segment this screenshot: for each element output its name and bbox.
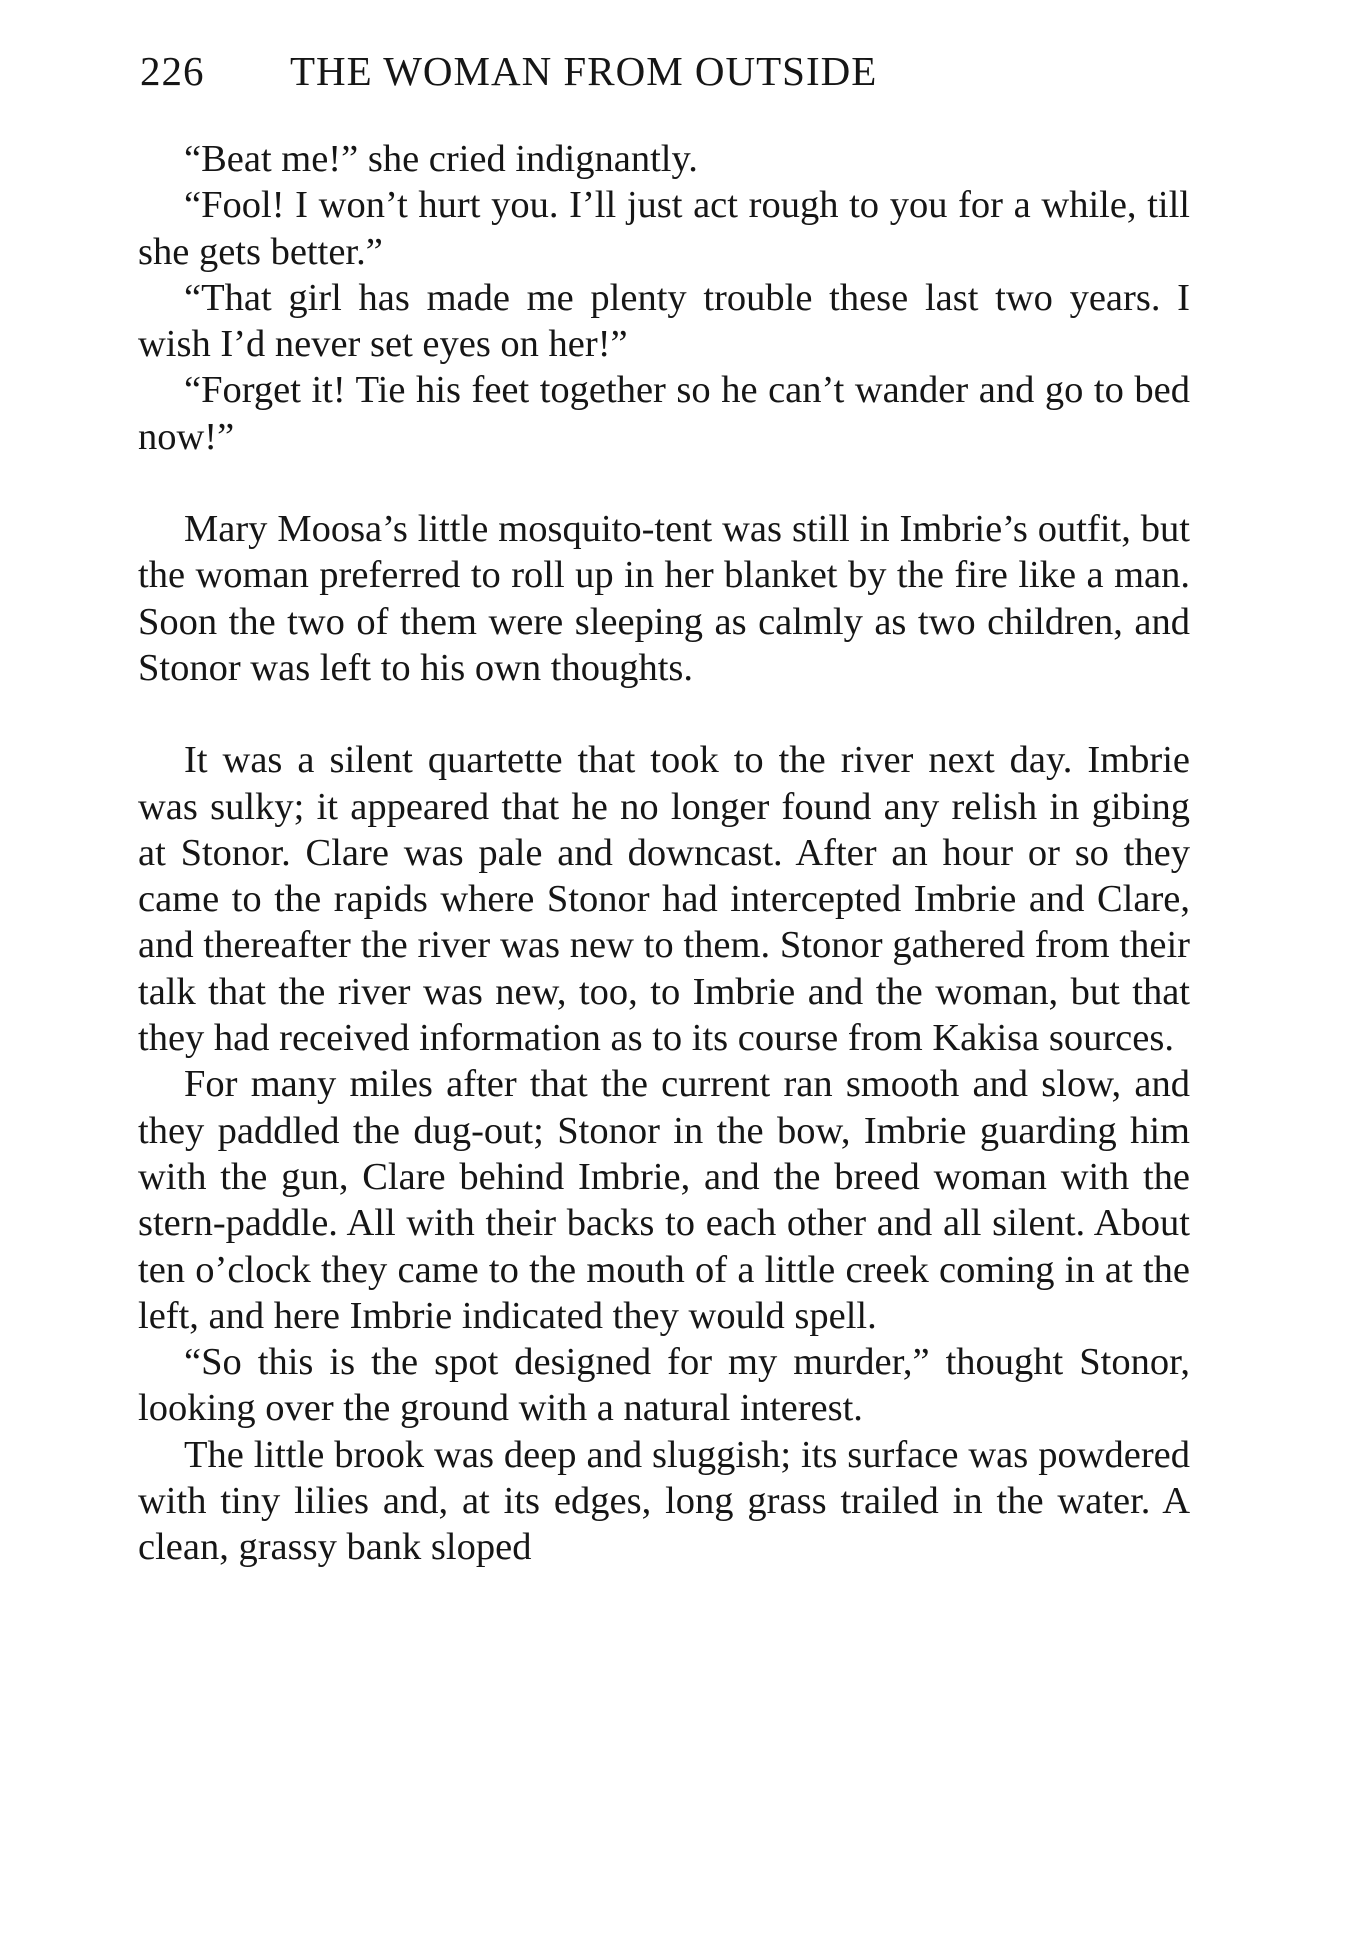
paragraph: Mary Moosa’s little mosquito-tent was still in Imbrie’s outfit, but the woman preferred to roll up in her blanket by the fire like a man. Soon the two of them were sleeping as calmly as two children, and Stonor was left to his own thoughts. [138, 508, 1190, 689]
page-number: 226 [140, 48, 205, 94]
paragraph: “Fool! I won’t hurt you. I’ll just act rough to you for a while, till she gets better.” [138, 184, 1190, 273]
body-text [138, 136, 1190, 1571]
running-title: THE WOMAN FROM OUTSIDE [290, 48, 878, 94]
paragraph: “That girl has made me plenty trouble these last two years. I wish I’d never set eyes on her!” [138, 276, 1190, 366]
paragraph: “So this is the spot designed for my murder,” thought Stonor, looking over the ground with a natural interest. [138, 1341, 1190, 1430]
paragraph: “Forget it! Tie his feet together so he can’t wander and go to bed now!” [138, 369, 1190, 458]
paragraph: The little brook was deep and sluggish; its surface was powdered with tiny lilies and, at its edges, long grass trailed in the water. A clean, grassy bank sloped [138, 1433, 1190, 1569]
paragraph: “Beat me!” she cried indignantly. [184, 138, 698, 180]
page-header [140, 46, 1200, 96]
paragraph: It was a silent quartette that took to the river next day. Imbrie was sulky; it appeared that he no longer found any relish in gibing at Stonor. Clare was pale and downcast. After an hour or so they came to the rapids where Stonor had intercepted Imbrie and Clare, and thereafter the river was new to them. Stonor gathered from their talk that the river was new, too, to Imbrie and the woman, but that they had received information as to its course from Kakisa sources. [138, 739, 1190, 1060]
paragraph: For many miles after that the current ran smooth and slow, and they paddled the dug-out; Stonor in the bow, Imbrie guarding him with the gun, Clare behind Imbrie, and the breed woman with the stern-paddle. All with their backs to each other and all silent. About ten o’clock they came to the mouth of a little creek coming in at the left, and here Imbrie indicated they would spell. [138, 1063, 1190, 1337]
